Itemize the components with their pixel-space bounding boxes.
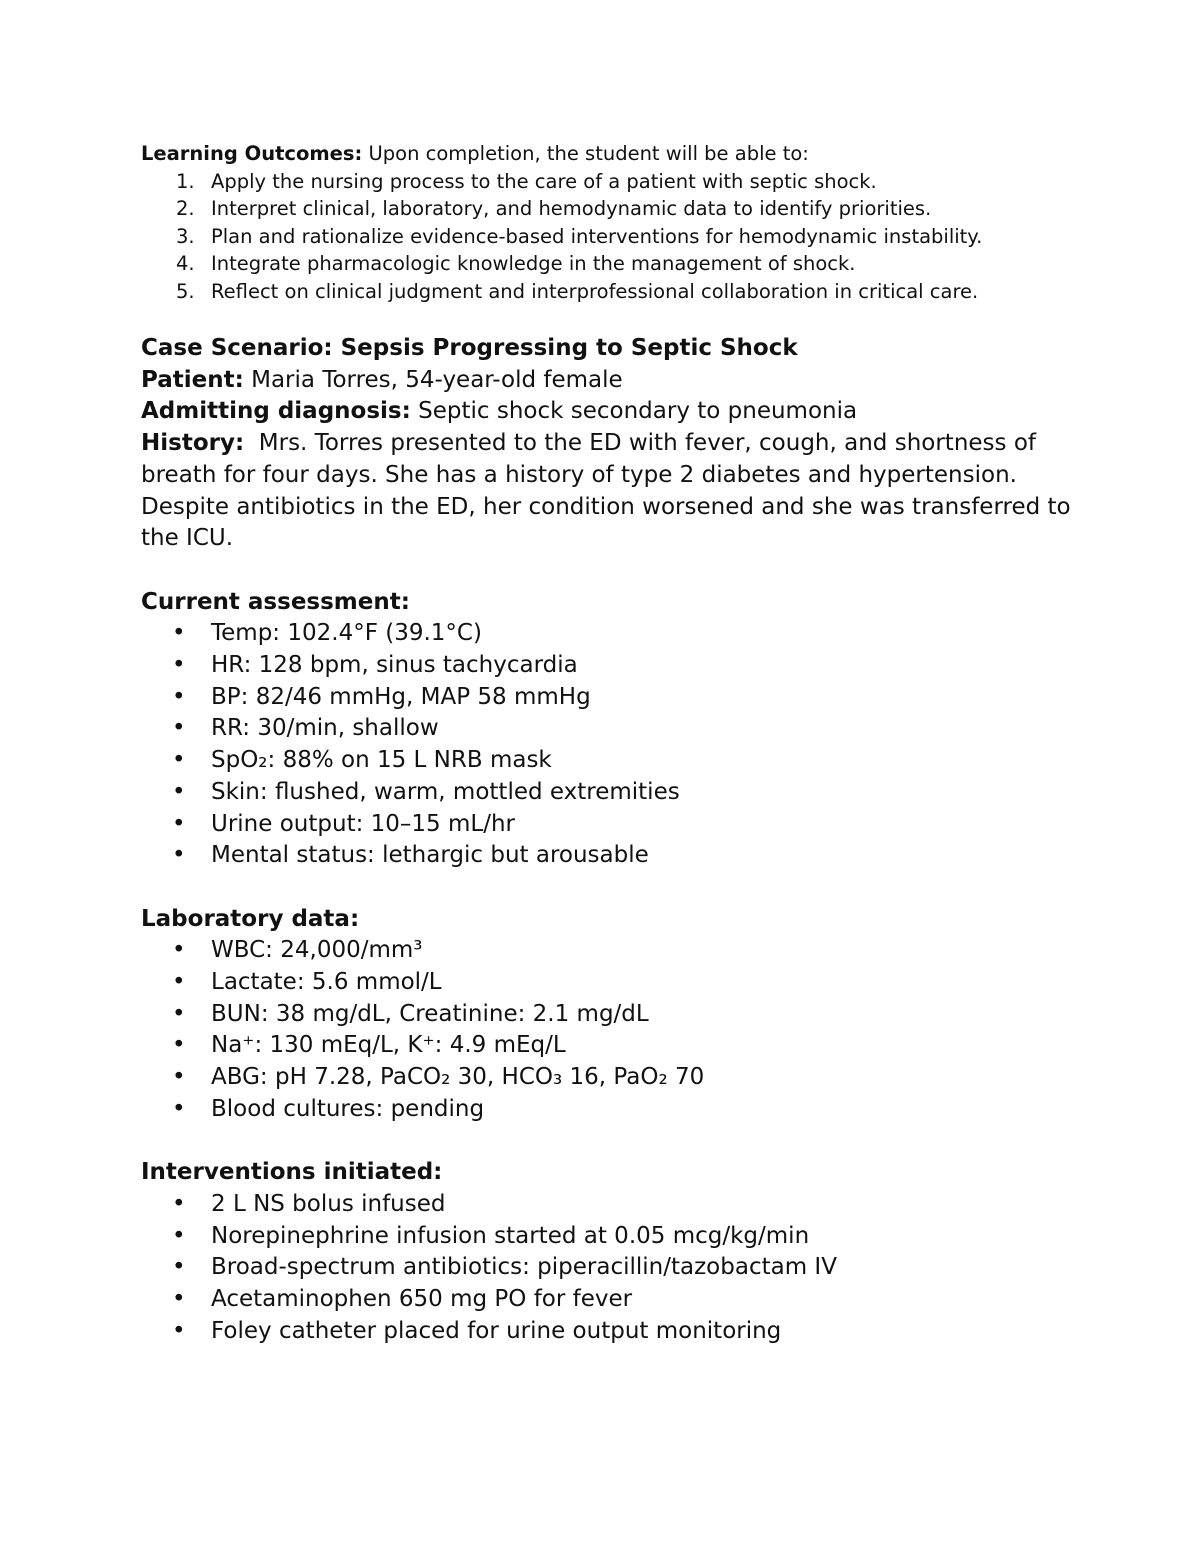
assessment-heading: Current assessment: <box>141 588 410 615</box>
bullet-icon: • <box>172 620 186 647</box>
bullet-icon: • <box>172 747 186 774</box>
assessment-item-text: SpO₂: 88% on 15 L NRB mask <box>211 747 552 774</box>
learning-outcome-item <box>141 195 1101 223</box>
bullet-icon: • <box>172 969 186 996</box>
list-number: 5. <box>176 279 195 303</box>
list-item <box>141 840 1101 872</box>
learning-outcomes-intro-text: Upon completion, the student will be able to: <box>362 142 809 165</box>
list-item <box>141 1062 1101 1094</box>
bullet-icon: • <box>172 810 186 837</box>
bullet-icon: • <box>172 1032 186 1059</box>
list-item <box>141 935 1101 967</box>
document-page <box>141 140 1101 1347</box>
lab-item-text: Lactate: 5.6 mmol/L <box>211 969 442 996</box>
learning-outcomes-intro <box>141 140 1101 168</box>
lab-item-text: Blood cultures: pending <box>211 1095 485 1122</box>
bullet-icon: • <box>172 1317 186 1344</box>
list-number: 3. <box>176 224 195 248</box>
assessment-item-text: Urine output: 10–15 mL/hr <box>211 810 515 837</box>
learning-outcome-text: Plan and rationalize evidence-based interventions for hemodynamic instability. <box>211 224 983 248</box>
assessment-item-text: BP: 82/46 mmHg, MAP 58 mmHg <box>211 683 591 710</box>
list-item <box>141 1316 1101 1348</box>
list-item <box>141 1221 1101 1253</box>
learning-outcome-text: Apply the nursing process to the care of a patient with septic shock. <box>211 169 877 193</box>
interventions-heading: Interventions initiated: <box>141 1159 443 1186</box>
intervention-item-text: 2 L NS bolus infused <box>211 1190 446 1217</box>
list-item <box>141 745 1101 777</box>
assessment-item-text: Mental status: lethargic but arousable <box>211 842 649 869</box>
bullet-icon: • <box>172 937 186 964</box>
patient-line <box>141 365 1101 397</box>
labs-heading: Laboratory data: <box>141 905 360 932</box>
list-number: 2. <box>176 197 195 220</box>
case-scenario-section <box>141 333 1101 1347</box>
list-item <box>141 1252 1101 1284</box>
bullet-icon: • <box>172 1222 186 1249</box>
section-spacer <box>141 1126 1101 1158</box>
learning-outcomes-section <box>141 140 1101 305</box>
assessment-list <box>141 618 1101 872</box>
diagnosis-label: Admitting diagnosis: <box>141 398 411 425</box>
assessment-item-text: RR: 30/min, shallow <box>211 715 439 742</box>
bullet-icon: • <box>172 1064 186 1091</box>
lab-item-text: Na⁺: 130 mEq/L, K⁺: 4.9 mEq/L <box>211 1032 566 1059</box>
learning-outcome-item <box>141 168 1101 196</box>
learning-outcomes-list <box>141 168 1101 306</box>
list-item <box>141 618 1101 650</box>
lab-item-text: WBC: 24,000/mm³ <box>211 937 423 964</box>
history-label: History: <box>141 430 245 457</box>
assessment-item-text: Temp: 102.4°F (39.1°C) <box>211 620 482 647</box>
diagnosis-line <box>141 396 1101 428</box>
diagnosis-value: Septic shock secondary to pneumonia <box>410 398 858 425</box>
lab-item-text: ABG: pH 7.28, PaCO₂ 30, HCO₃ 16, PaO₂ 70 <box>211 1064 705 1091</box>
learning-outcome-text: Reflect on clinical judgment and interprofessional collaboration in critical care. <box>211 279 979 303</box>
case-title: Case Scenario: Sepsis Progressing to Septic Shock <box>141 335 798 361</box>
list-item <box>141 1030 1101 1062</box>
list-item <box>141 650 1101 682</box>
bullet-icon: • <box>172 1095 186 1122</box>
list-item <box>141 777 1101 809</box>
assessment-item-text: Skin: flushed, warm, mottled extremities <box>211 778 680 805</box>
learning-outcome-text: Integrate pharmacologic knowledge in the management of shock. <box>211 252 856 275</box>
bullet-icon: • <box>172 1254 186 1281</box>
learning-outcome-item <box>141 223 1101 251</box>
list-number: 1. <box>176 169 195 193</box>
list-item <box>141 1284 1101 1316</box>
interventions-list <box>141 1189 1101 1348</box>
labs-list <box>141 935 1101 1125</box>
learning-outcome-text: Interpret clinical, laboratory, and hemodynamic data to identify priorities. <box>211 197 932 220</box>
learning-outcome-item <box>141 278 1101 306</box>
list-item <box>141 1094 1101 1126</box>
bullet-icon: • <box>172 842 186 869</box>
bullet-icon: • <box>172 1000 186 1027</box>
list-item <box>141 1189 1101 1221</box>
list-item <box>141 682 1101 714</box>
intervention-item-text: Norepinephrine infusion started at 0.05 mcg/kg/min <box>211 1222 810 1249</box>
lab-item-text: BUN: 38 mg/dL, Creatinine: 2.1 mg/dL <box>211 1000 649 1027</box>
bullet-icon: • <box>172 1286 186 1313</box>
intervention-item-text: Broad-spectrum antibiotics: piperacillin/tazobactam IV <box>211 1254 837 1281</box>
bullet-icon: • <box>172 1190 186 1217</box>
section-spacer <box>141 555 1101 587</box>
bullet-icon: • <box>172 652 186 679</box>
list-item <box>141 809 1101 841</box>
history-paragraph <box>141 428 1101 555</box>
bullet-icon: • <box>172 778 186 805</box>
patient-value: Maria Torres, 54-year-old female <box>243 366 623 393</box>
bullet-icon: • <box>172 715 186 742</box>
bullet-icon: • <box>172 683 186 710</box>
learning-outcome-item <box>141 250 1101 278</box>
list-item <box>141 713 1101 745</box>
list-number: 4. <box>176 252 195 275</box>
assessment-item-text: HR: 128 bpm, sinus tachycardia <box>211 652 578 679</box>
learning-outcomes-label: Learning Outcomes: <box>141 142 363 165</box>
intervention-item-text: Acetaminophen 650 mg PO for fever <box>211 1286 633 1313</box>
list-item <box>141 967 1101 999</box>
list-item <box>141 999 1101 1031</box>
section-spacer <box>141 872 1101 904</box>
intervention-item-text: Foley catheter placed for urine output monitoring <box>211 1317 782 1344</box>
history-value: Mrs. Torres presented to the ED with fever, cough, and shortness of breath for four days. She has a history of type 2 diabetes and hypertension. Despite antibiotics in the ED, her condition worsened and she was transferred to the ICU. <box>141 430 1078 552</box>
patient-label: Patient: <box>141 366 244 393</box>
